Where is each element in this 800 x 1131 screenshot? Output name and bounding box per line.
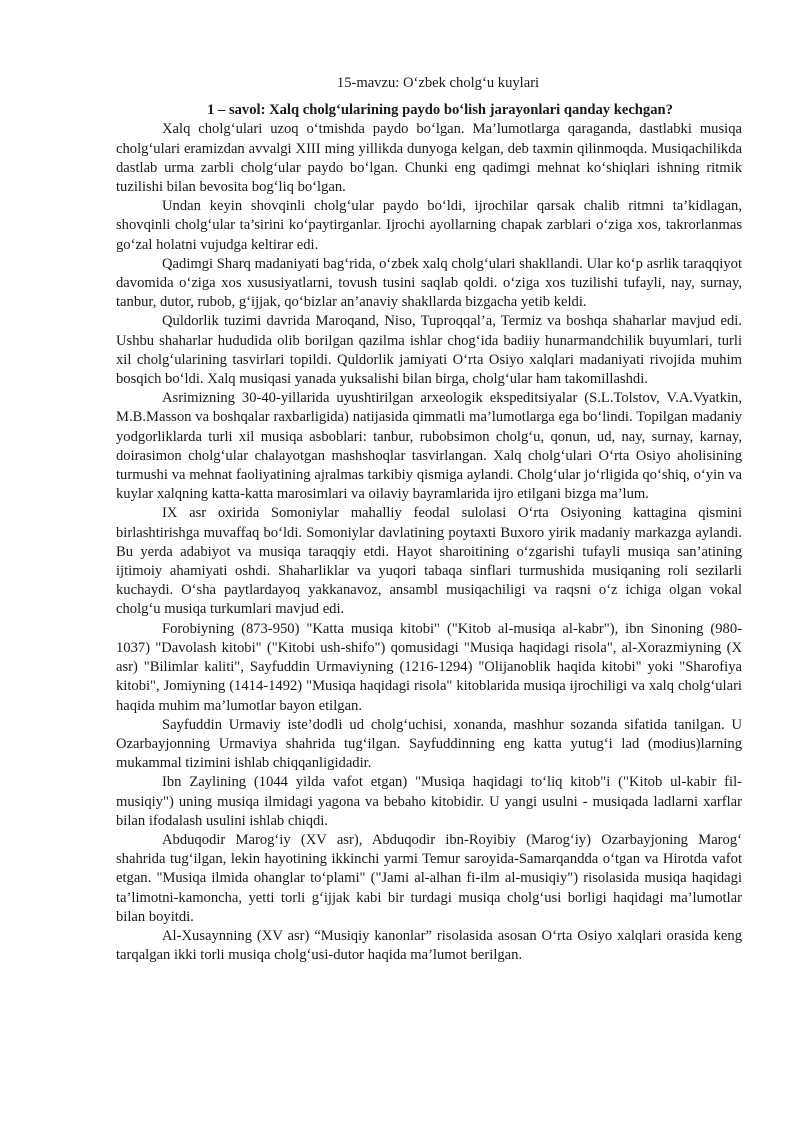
question-heading: 1 – savol: Xalq cholg‘ularining paydo bo‘lish jarayonlari qanday kechgan?	[207, 102, 673, 119]
paragraph-2: Undan keyin shovqinli cholg‘ular paydo bo‘ldi, ijrochilar qarsak chalib ritmni ta’kidlagan, shovqinli cholg‘ular ta’sirini ko‘paytirganlar. Ijrochi ayollarning chapak zarblari o‘ziga xos, takrorlanmas go‘zal holatni vujudga keltirar edi.	[116, 198, 742, 253]
paragraph-3: Qadimgi Sharq madaniyati bag‘rida, o‘zbek xalq cholg‘ulari shakllandi. Ular ko‘p asrlik taraqqiyot davomida o‘ziga xos xususiyatlarni, tovush tusini saqlab qoldi. o‘ziga xos tuzilishi tufayli, nay, surnay, tanbur, dutor, rubob, g‘ijjak, qo‘bizlar an’anaviy shakllarda bizgacha yetib keldi.	[116, 255, 742, 311]
paragraph-8: Sayfuddin Urmaviy iste’dodli ud cholg‘uchisi, xonanda, mashhur sozanda sifatida tanilgan. U Ozarbayjonning Urmaviya shahrida tug‘ilgan. Sayfuddinning eng katta yutug‘i lad (modius)larning mukammal tizimini ishlab chiqqanligidadir.	[116, 716, 742, 772]
document-title: 15-mavzu: O‘zbek cholg‘u kuylari	[336, 75, 540, 91]
paragraph-7: Forobiyning (873-950) "Katta musiqa kitobi" ("Kitob al-musiqa al-kabr"), ibn Sinoning (980-1037) "Davolash kitobi" ("Kitobi ush-shifo") qomusidagi "Musiqa haqidagi risola", al-Xorazmiyning (X asr) "Bilimlar kaliti", Sayfuddin Urmaviyning (1216-1294) "Olijanoblik haqida kitobi" yoki "Sharofiya kitobi", Jomiyning (1414-1492) "Musiqa haqidagi risola" kitoblarida musiqa ijrochiligi va xalq cholg‘ulari haqida muhim ma’lumotlar bayon etilgan.	[116, 620, 742, 714]
paragraph-1: Xalq cholg‘ulari uzoq o‘tmishda paydo bo‘lgan. Ma’lumotlarga qaraganda, dastlabki musiqa cholg‘ulari eramizdan avvalgi XIII ming yillikda dunyoga kelgan, deb taxmin qilinmoqda. Musiqachilikda dastlab urma zarbli cholg‘ular paydo bo‘lgan. Chunki eng qadimgi mehnat ko‘shiqlari ishning ritmik tuzilishi bilan bevosita bog‘liq bo‘lgan.	[116, 121, 742, 196]
document-page	[116, 74, 742, 965]
paragraph-9: Ibn Zaylining (1044 yilda vafot etgan) "Musiqa haqidagi to‘liq kitob"i ("Kitob ul-kabir fil-musiqiy") uning musiqa ilmidagi yagona va bebaho kitobidir. U yangi usulni - musiqada ladlarni xarflar bilan ifodalash usulini ishlab chiqdi.	[116, 774, 742, 829]
paragraph-10: Abduqodir Marog‘iy (XV asr), Abduqodir ibn-Royibiy (Marog‘iy) Ozarbayjoning Marog‘ shahrida tug‘ilgan, lekin hayotining ikkinchi yarmi Temur saroyida-Samarqandda o‘tgan va Hirotda vafot etgan. "Musiqa ilmida ohanglar to‘plami" ("Jami al-alhan fi-ilm al-musiqiy") risolasida musiqa haqidagi ta’limotni-kamoncha, yetti torli g‘ijjak kabi bir turdagi musiqa cholg‘usi borligi haqidagi ma’lumotlar bilan boyitdi.	[116, 831, 742, 925]
paragraph-4: Quldorlik tuzimi davrida Maroqand, Niso, Tuproqqal’a, Termiz va boshqa shaharlar mavjud edi. Ushbu shaharlar hududida olib borilgan qazilma ishlar chog‘ida badiiy hunarmandchilik buyumlari, turli xil cholg‘ularining tasvirlari topildi. Quldorlik jamiyati O‘rta Osiyo xalqlari madaniyati rivojida muhim bosqich bo‘ldi. Xalq musiqasi yanada yuksalishi bilan birga, cholg‘ular ham takomillashdi.	[116, 313, 742, 388]
paragraph-6: IX asr oxirida Somoniylar mahalliy feodal sulolasi O‘rta Osiyoning kattagina qismini birlashtirishga muvaffaq bo‘ldi. Somoniylar davlatining poytaxti Buxoro yirik madaniy markazga aylandi. Bu yerda adabiyot va musiqa taraqqiy etdi. Hayot sharoitining o‘zgarishi tufayli musiqa san’atining ijtimoiy ahamiyati oshdi. Shaharliklar va yuqori tabaqa sinflari turmushida musiqaning roli sezilarli kuchaydi. O‘sha paytlardayoq yakkanavoz, ansambl musiqachiligi va raqsni o‘z ichiga olgan vokal cholg‘u musiqa turkumlari mavjud edi.	[116, 505, 742, 618]
paragraph-5: Asrimizning 30-40-yillarida uyushtirilgan arxeologik ekspeditsiyalar (S.L.Tolstov, V.A.Vyatkin, M.B.Masson va boshqalar raxbarligida) natijasida qimmatli ma’lumotlarga ega bo‘lindi. Topilgan madaniy yodgorliklarda turli xil musiqa asboblari: tanbur, rubobsimon cholg‘u, qonun, ud, nay, surnay, karnay, doirasimon cholg‘ular chalayotgan mashshoqlar tasvirlangan. Xalq cholg‘ulari O‘rta Osiyo aholisining turmushi va mehnat faoliyatining ajralmas tarkibiy qismiga aylandi. Cholg‘ular jo‘rligida qo‘shiq, o‘yin va kuylar xalqning katta-katta marosimlari va oilaviy bayramlarida ijro etilgani bizga ma’lum.	[116, 390, 742, 503]
paragraph-11: Al-Xusaynning (XV asr) “Musiqiy kanonlar” risolasida asosan O‘rta Osiyo xalqlari orasida keng tarqalgan ikki torli musiqa cholg‘usi-dutor haqida ma’lumot berilgan.	[116, 927, 742, 964]
